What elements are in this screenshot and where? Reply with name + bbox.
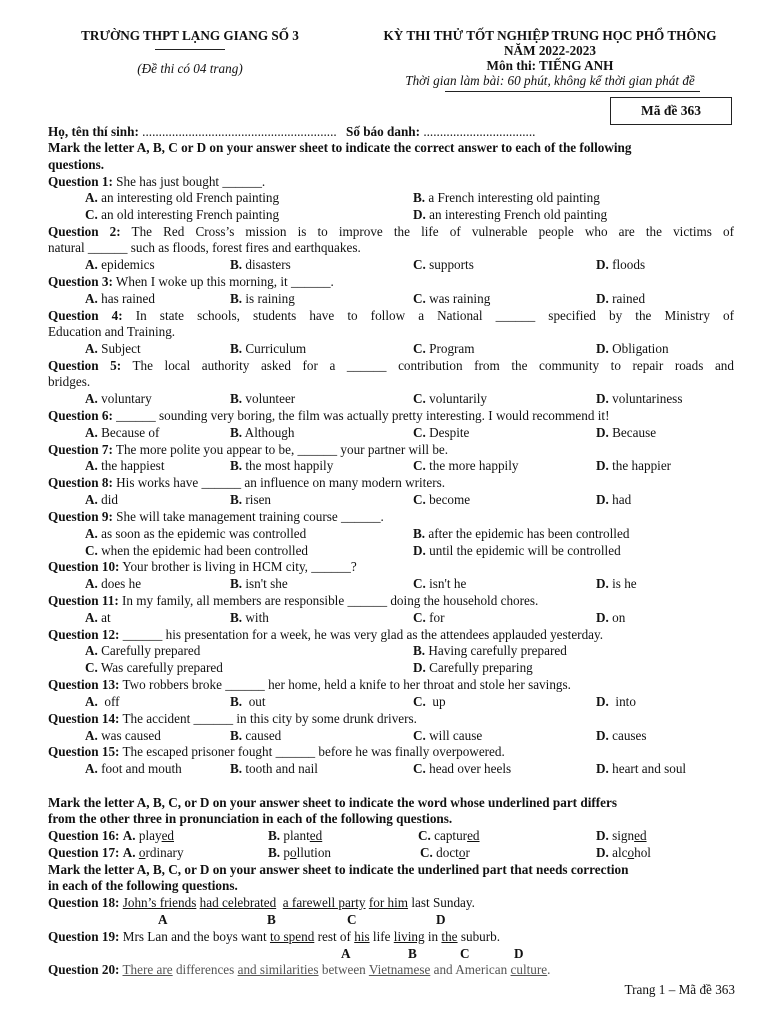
q9-option-c: C. when the epidemic had been controlled <box>85 543 309 558</box>
q6-option-c: C. Despite <box>413 425 470 440</box>
q15-option-c: C. head over heels <box>413 761 512 776</box>
q18-part-a: John’s friends <box>122 895 197 910</box>
question-5: Question 5: The local authority asked for a ______ contribution from the community to repair roads and <box>48 358 734 373</box>
q5-option-a: A. voluntary <box>85 391 152 406</box>
question-17: Question 17: A. ordinary <box>48 845 184 860</box>
q3-option-d: D. rained <box>596 291 646 306</box>
id-label: Số báo danh: <box>345 124 421 139</box>
question-2-cont: natural ______ such as floods, forest fires and earthquakes. <box>48 240 361 255</box>
question-label: Question 1: <box>48 174 113 189</box>
q3-option-b: B. is raining <box>230 291 295 306</box>
q20-part-c: Vietnamese <box>368 962 431 977</box>
q12-option-b: B. Having carefully prepared <box>413 643 567 658</box>
q10-option-b: B. isn't she <box>230 576 288 591</box>
question-15: Question 15: The escaped prisoner fought ______ before he was finally overpowered. <box>48 744 505 759</box>
q2-option-c: C. supports <box>413 257 474 272</box>
question-12: Question 12: ______ his presentation for a week, he was very glad as the attendees applauded yesterday. <box>48 627 604 642</box>
q4-option-a: A. Subject <box>85 341 141 356</box>
q19-part-c: living <box>393 929 425 944</box>
q8-option-a: A. did <box>85 492 118 507</box>
question-4-cont: Education and Training. <box>48 324 176 339</box>
q8-option-c: C. become <box>413 492 471 507</box>
question-18: Question 18: John’s friends had celebrated a farewell party for him last Sunday. <box>48 895 475 910</box>
section3-instruction: Mark the letter A, B, C, or D on your answer sheet to indicate the underlined part that needs correction <box>48 862 629 877</box>
q5-option-b: B. volunteer <box>230 391 296 406</box>
q16-option-c: C. captured <box>418 828 480 843</box>
exam-code-box: Mã đề 363 <box>610 97 732 125</box>
q18-part-d: for him <box>368 895 409 910</box>
q3-option-a: A. has rained <box>85 291 155 306</box>
q20-part-d: culture <box>510 962 548 977</box>
q19-part-d: the <box>441 929 458 944</box>
q1-option-a: A. an interesting old French painting <box>85 190 280 205</box>
q12-option-d: D. Carefully preparing <box>413 660 533 675</box>
q18-letter-a: A <box>158 912 168 927</box>
question-8: Question 8: His works have ______ an influence on many modern writers. <box>48 475 446 490</box>
q19-letter-c: C <box>460 946 470 961</box>
time-underline <box>445 91 700 92</box>
exam-subject: Môn thi: TIẾNG ANH <box>486 58 614 73</box>
q1-option-b: B. a French interesting old painting <box>413 190 600 205</box>
q7-option-d: D. the happier <box>596 458 672 473</box>
q19-part-a: to spend <box>269 929 315 944</box>
q11-option-a: A. at <box>85 610 111 625</box>
q4-option-d: D. Obligation <box>596 341 669 356</box>
q17-option-d: D. alcohol <box>596 845 651 860</box>
q9-option-d: D. until the epidemic will be controlled <box>413 543 621 558</box>
q11-option-b: B. with <box>230 610 269 625</box>
q8-option-b: B. risen <box>230 492 272 507</box>
candidate-line <box>48 124 535 140</box>
section1-instruction: Mark the letter A, B, C or D on your answer sheet to indicate the correct answer to each of the following <box>48 140 632 155</box>
q7-option-c: C. the more happily <box>413 458 519 473</box>
question-11: Question 11: In my family, all members are responsible ______ doing the household chores. <box>48 593 539 608</box>
q7-option-b: B. the most happily <box>230 458 334 473</box>
question-2: Question 2: The Red Cross’s mission is to improve the life of vulnerable people who are the victims of <box>48 224 735 239</box>
q20-part-a: There are <box>122 962 173 977</box>
q18-part-b: had celebrated <box>199 895 277 910</box>
q3-option-c: C. was raining <box>413 291 491 306</box>
question-6: Question 6: ______ sounding very boring, the film was actually pretty interesting. I would recommend it! <box>48 408 610 423</box>
section2-instruction: Mark the letter A, B, C, or D on your answer sheet to indicate the word whose underlined part differs <box>48 795 617 810</box>
question-1 <box>48 174 265 190</box>
q10-option-a: A. does he <box>85 576 142 591</box>
question-3: Question 3: When I woke up this morning, it ______. <box>48 274 334 289</box>
q5-option-c: C. voluntarily <box>413 391 487 406</box>
q11-option-c: C. for <box>413 610 445 625</box>
q12-option-c: C. Was carefully prepared <box>85 660 223 675</box>
page-footer: Trang 1 – Mã đề 363 <box>624 982 735 997</box>
q6-option-d: D. Because <box>596 425 657 440</box>
question-19: Question 19: Mrs Lan and the boys want to spend rest of his life living in the suburb. <box>48 929 501 944</box>
name-dots: ........................................................... <box>142 124 337 139</box>
q13-option-d: D. into <box>596 694 636 709</box>
q20-part-b: and similarities <box>237 962 319 977</box>
school-name: TRƯỜNG THPT LẠNG GIANG SỐ 3 <box>81 28 299 43</box>
id-dots: .................................. <box>423 124 536 139</box>
q19-part-b: his <box>354 929 370 944</box>
q13-option-a: A. off <box>85 694 120 709</box>
q13-option-b: B. out <box>230 694 266 709</box>
q16-option-d: D. signed <box>596 828 647 843</box>
q9-option-b: B. after the epidemic has been controlled <box>413 526 630 541</box>
section3-instruction-cont: in each of the following questions. <box>48 878 238 893</box>
question-16: Question 16: A. played <box>48 828 175 843</box>
q1-option-c: C. an old interesting French painting <box>85 207 280 222</box>
question-14: Question 14: The accident ______ in this city by some drunk drivers. <box>48 711 417 726</box>
q19-letter-a: A <box>341 946 351 961</box>
q17-option-b: B. pollution <box>268 845 332 860</box>
q17-option-c: C. doctor <box>420 845 470 860</box>
q6-option-b: B. Although <box>230 425 295 440</box>
q9-option-a: A. as soon as the epidemic was controlled <box>85 526 307 541</box>
q2-option-b: B. disasters <box>230 257 291 272</box>
q18-letter-d: D <box>436 912 446 927</box>
school-underline <box>155 49 225 50</box>
question-4: Question 4: In state schools, students have to follow a National ______ specified by the Ministry of <box>48 308 734 323</box>
pages-note: (Đề thi có 04 trang) <box>137 61 243 76</box>
q6-option-a: A. Because of <box>85 425 160 440</box>
question-9: Question 9: She will take management training course ______. <box>48 509 384 524</box>
q19-letter-d: D <box>514 946 524 961</box>
q15-option-b: B. tooth and nail <box>230 761 318 776</box>
q14-option-c: C. will cause <box>413 728 483 743</box>
question-stem: She has just bought ______. <box>116 174 266 189</box>
q2-option-a: A. epidemics <box>85 257 155 272</box>
q11-option-d: D. on <box>596 610 626 625</box>
q12-option-a: A. Carefully prepared <box>85 643 201 658</box>
question-7: Question 7: The more polite you appear to be, ______ your partner will be. <box>48 442 449 457</box>
q1-option-d: D. an interesting French old painting <box>413 207 608 222</box>
q8-option-d: D. had <box>596 492 632 507</box>
q5-option-d: D. voluntariness <box>596 391 683 406</box>
q15-option-a: A. foot and mouth <box>85 761 182 776</box>
name-label: Họ, tên thí sinh: <box>48 124 139 139</box>
q10-option-d: D. is he <box>596 576 637 591</box>
section1-instruction-cont: questions. <box>48 157 105 172</box>
q4-option-c: C. Program <box>413 341 475 356</box>
question-13: Question 13: Two robbers broke ______ her home, held a knife to her throat and stole her savings. <box>48 677 571 692</box>
q14-option-b: B. caused <box>230 728 282 743</box>
question-5-cont: bridges. <box>48 374 91 389</box>
q15-option-d: D. heart and soul <box>596 761 687 776</box>
q18-letter-b: B <box>267 912 276 927</box>
section2-instruction-cont: from the other three in pronunciation in each of the following questions. <box>48 811 453 826</box>
q2-option-d: D. floods <box>596 257 646 272</box>
question-10: Question 10: Your brother is living in HCM city, ______? <box>48 559 357 574</box>
q14-option-d: D. causes <box>596 728 647 743</box>
q14-option-a: A. was caused <box>85 728 161 743</box>
exam-title: KỲ THI THỬ TỐT NGHIỆP TRUNG HỌC PHỔ THÔNG <box>383 28 717 43</box>
q7-option-a: A. the happiest <box>85 458 165 473</box>
q18-part-c: a farewell party <box>282 895 366 910</box>
q19-letter-b: B <box>408 946 417 961</box>
q13-option-c: C. up <box>413 694 446 709</box>
q18-letter-c: C <box>347 912 357 927</box>
q10-option-c: C. isn't he <box>413 576 467 591</box>
exam-year: NĂM 2022-2023 <box>504 43 596 58</box>
question-20: Question 20: There are differences and similarities between Vietnamese and American culture. <box>48 962 551 977</box>
q4-option-b: B. Curriculum <box>230 341 307 356</box>
q16-option-b: B. planted <box>268 828 323 843</box>
exam-time: Thời gian làm bài: 60 phút, không kể thời gian phát đề <box>405 73 695 88</box>
